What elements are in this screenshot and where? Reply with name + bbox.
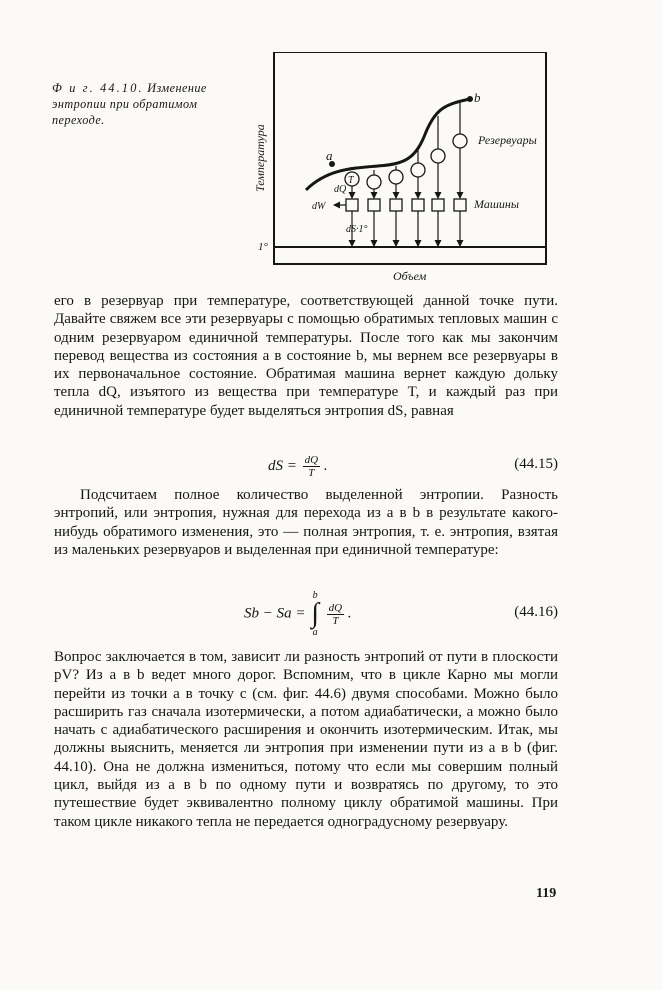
reservoir-machine-column-4 [411, 150, 425, 246]
point-b-dot [467, 96, 473, 102]
t-label: T [348, 175, 354, 186]
eq1-number: (44.15) [514, 456, 558, 472]
entropy-diagram [248, 52, 558, 284]
eq2-lower-limit: a [312, 627, 318, 638]
process-curve [306, 99, 470, 190]
paragraph-1: его в резервуар при температуре, соответствующей данной точке пути. Давайте свяжем все эти резервуары с помощью обратимых тепловых машин с одним резервуаром единичной температуры. После того как мы закончим перевод вещества из состояния a в состояние b, мы вернем все резервуары в их первоначальное состояние. Обратимая машина вернет каждую дольку тепла dQ, изъятого из вещества при температуре T, и каждый раз при единичной температуре будет выделяться энтропия dS, равная [54, 293, 558, 419]
eq2-number: (44.16) [514, 604, 558, 620]
unit-temp-label: 1° [258, 241, 268, 253]
reservoir-machine-column-5 [431, 116, 445, 246]
point-b-label: b [474, 90, 481, 105]
page-number: 119 [536, 886, 557, 901]
machines-label: Машины [474, 197, 519, 211]
entropy-figure [248, 52, 558, 284]
eq2-numerator: dQ [328, 601, 343, 614]
eq2-upper-limit: b [312, 590, 318, 601]
equation-44-15: dS = $\frac{dQ}{T}$ . (44.15) [268, 454, 558, 479]
dq-label: dQ [334, 184, 347, 195]
paragraph-2: Подсчитаем полное количество выделенной энтропии. Разность энтропий, или энтропия, нужная для перехода из a в b в результате какого-нибудь обратимого изменения, это — полная энтропия, т. е. энтропия, взятая из маленьких резервуаров и выделенная при единичной температуре: [54, 487, 558, 558]
eq2-lhs: Sb − Sa = [244, 605, 306, 622]
figure-caption [52, 80, 230, 128]
eq1-denominator: T [308, 467, 315, 479]
figure-caption-text: Изменение энтропии при обратимом переходе. [52, 81, 207, 127]
dw-label: dW [312, 201, 326, 212]
reservoir-machine-column-6 [453, 102, 467, 246]
ds-label: dS·1° [346, 224, 368, 235]
paragraph-3: Вопрос заключается в том, зависит ли разность энтропий от пути в плоскости pV? Из a в b ведет много дорог. Вспомним, что в цикле Карно мы могли перейти из точки a в точку c (см. фиг. 44.6) двумя способами. Можно было расширить газ сначала изотермически, а потом адиабатически, а можно было начать с адиабатического расширения и окончить изотермическим. Итак, мы должны выяснить, меняется ли энтропия при изменении пути из a в b (фиг. 44.10). Она не должна измениться, потому что если мы совершим полный цикл, выйдя из a в b по одному пути и возвратясь по другому, то это путешествие будет эквивалентно полному циклу обратимой машины. При таком цикле никакого тепла не передается одноградусному резервуару. [54, 649, 558, 830]
x-axis-label: Объем [393, 269, 427, 283]
reservoirs-label: Резервуары [478, 133, 537, 147]
machine-box [346, 199, 358, 211]
reservoir-machine-column-1 [312, 172, 368, 246]
eq1-numerator: dQ [304, 454, 319, 466]
y-axis-label: Температура [253, 124, 267, 192]
equation-44-16: Sb − Sa = b ∫ a $\frac{dQ}{T}$ . (44.16) [244, 590, 558, 638]
reservoir-machine-column-3 [389, 166, 403, 246]
figure-caption-label: Ф и г. 44.10. [52, 81, 144, 95]
point-a-label: a [326, 148, 333, 163]
eq2-denominator: T [332, 614, 339, 627]
reservoir-machine-column-2 [367, 170, 381, 246]
eq1-lhs: dS = [268, 457, 297, 474]
